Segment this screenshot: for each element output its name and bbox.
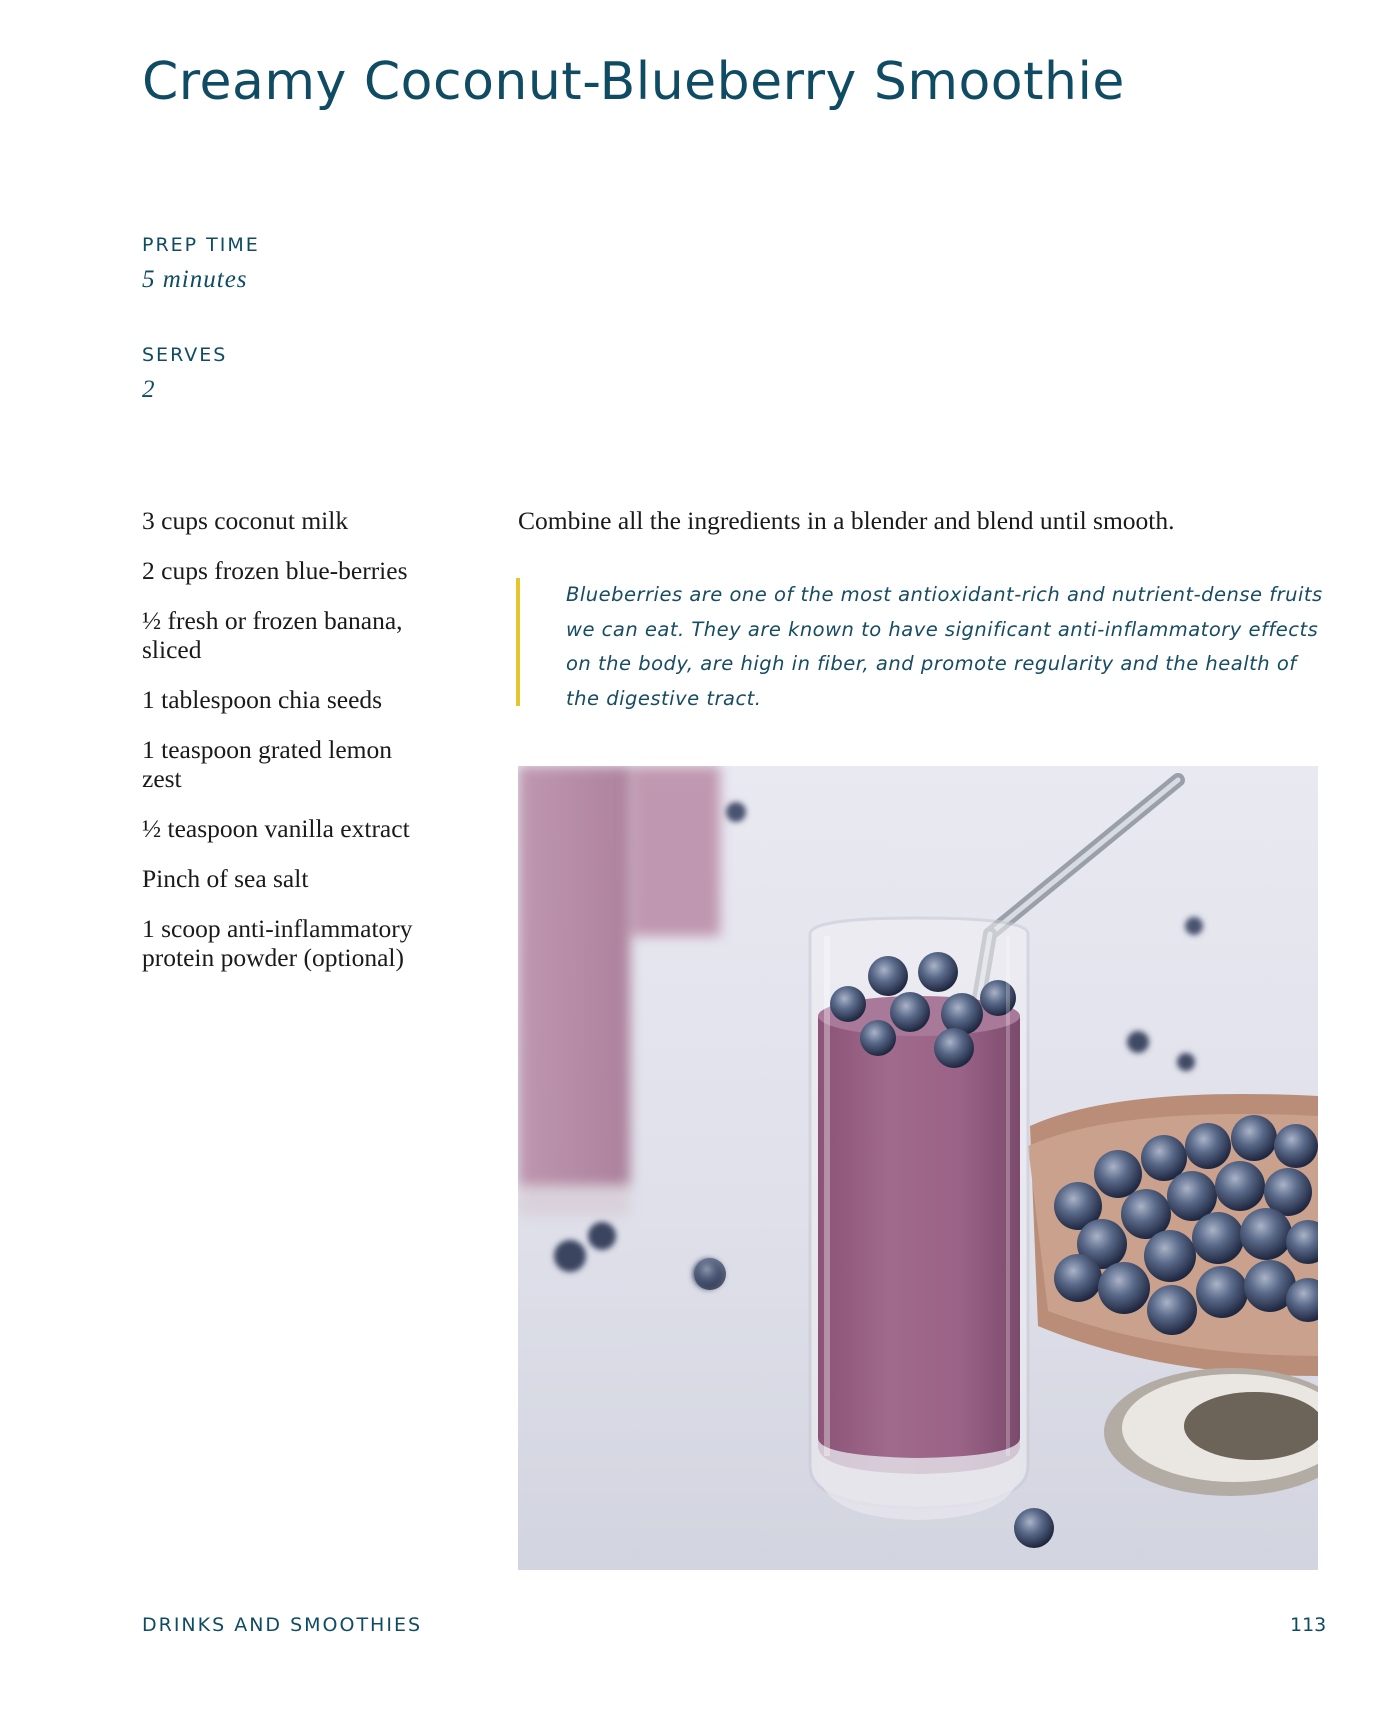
recipe-title: Creamy Coconut-Blueberry Smoothie xyxy=(142,52,1125,112)
tip-callout xyxy=(516,578,1328,710)
footer-section-title: DRINKS AND SMOOTHIES xyxy=(142,1614,423,1636)
prep-time-label: PREP TIME xyxy=(142,234,260,256)
prep-time-value: 5 minutes xyxy=(142,266,248,293)
ingredient-item: ½ fresh or frozen banana, sliced xyxy=(142,606,403,664)
ingredient-item: 1 tablespoon chia seeds xyxy=(142,685,383,714)
ingredient-item: 2 cups frozen blue-berries xyxy=(142,556,408,585)
recipe-instructions: Combine all the ingredients in a blender and blend until smooth. xyxy=(518,506,1175,535)
page-number: 113 xyxy=(1290,1614,1327,1636)
ingredient-item: 1 teaspoon grated lemon zest xyxy=(142,735,392,793)
serves-label: SERVES xyxy=(142,344,228,366)
tip-text: Blueberries are one of the most antioxidant-rich and nutrient-dense fruits we can eat. They are known to have significant anti-inflammatory effects on the body, are high in fiber, and promote regularity and the health of the digestive tract. xyxy=(566,583,1323,710)
ingredient-item: 1 scoop anti-inflammatory protein powder (optional) xyxy=(142,914,413,972)
ingredient-item: Pinch of sea salt xyxy=(142,864,309,893)
ingredient-list xyxy=(142,506,432,993)
serves-value: 2 xyxy=(142,376,156,403)
ingredient-item: ½ teaspoon vanilla extract xyxy=(142,814,410,843)
ingredient-item: 3 cups coconut milk xyxy=(142,506,349,535)
smoothie-photo xyxy=(518,766,1318,1570)
